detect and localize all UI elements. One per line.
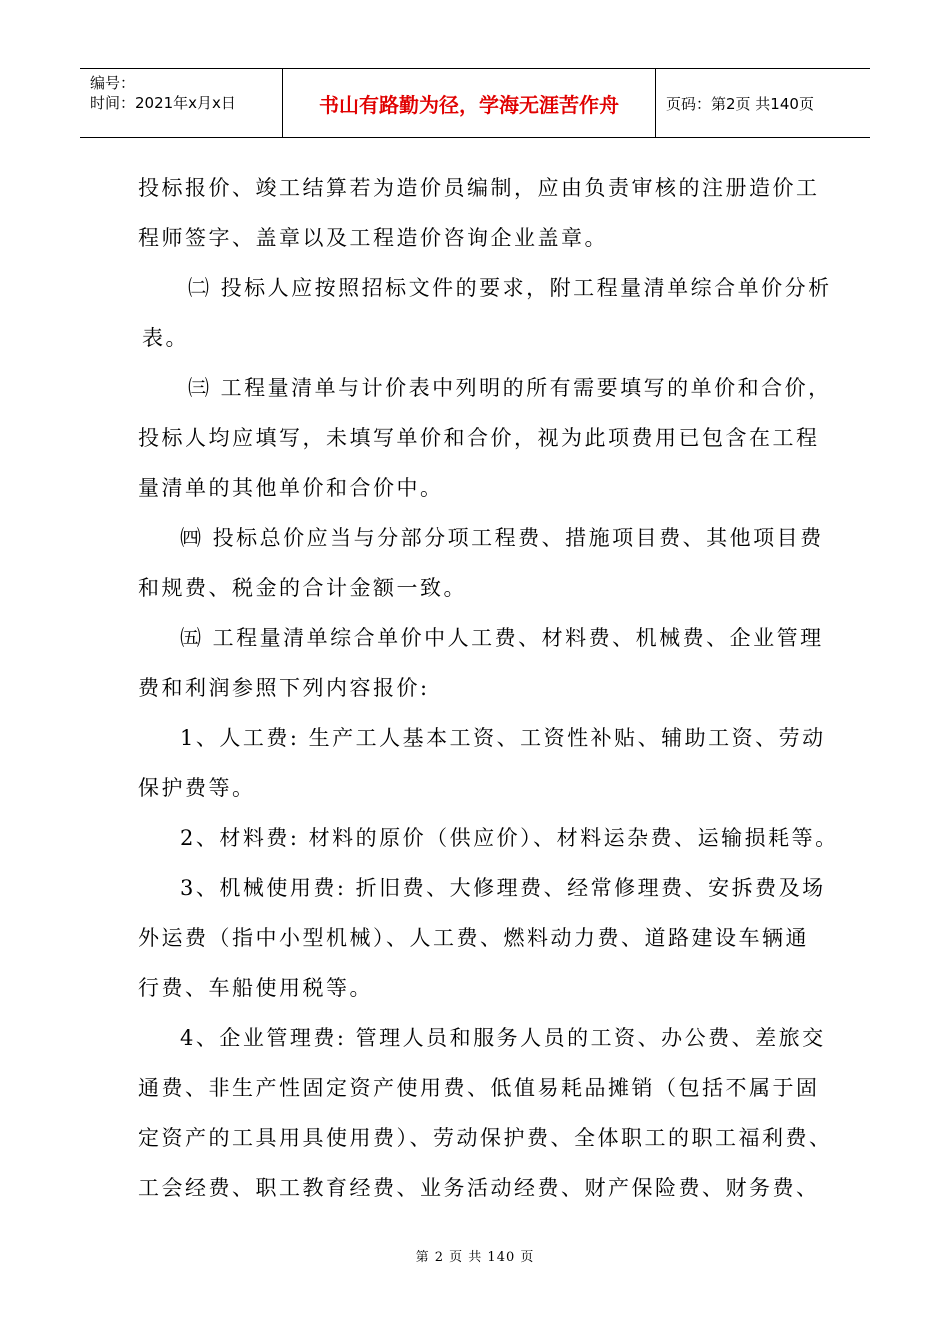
header-page-info: 页码：第2页 共140页 xyxy=(666,94,814,113)
text-line: 和规费、税金的合计金额一致。 xyxy=(138,576,467,600)
page-footer: 第 2 页 共 140 页 xyxy=(415,1250,535,1265)
text-line: 投标报价、竣工结算若为造价员编制，应由负责审核的注册造价工 xyxy=(138,176,820,200)
text-line: ㈡ 投标人应按照招标文件的要求，附工程量清单综合单价分析 xyxy=(188,276,832,300)
text-line: 保护费等。 xyxy=(138,776,256,800)
text-line: 通费、非生产性固定资产使用费、低值易耗品摊销（包括不属于固 xyxy=(138,1076,820,1100)
text-line: ㈣ 投标总价应当与分部分项工程费、措施项目费、其他项目费 xyxy=(180,526,824,550)
text-line: 3、机械使用费: 折旧费、大修理费、经常修理费、安拆费及场 xyxy=(180,876,826,900)
text-line: 2、材料费: 材料的原价（供应价）、材料运杂费、运输损耗等。 xyxy=(180,826,839,850)
text-line: 定资产的工具用具使用费）、劳动保护费、全体职工的职工福利费、 xyxy=(138,1126,833,1150)
header-meta xyxy=(80,69,282,137)
text-line: ㈢ 工程量清单与计价表中列明的所有需要填写的单价和合价， xyxy=(188,376,832,400)
text-line: ㈤ 工程量清单综合单价中人工费、材料费、机械费、企业管理 xyxy=(180,626,824,650)
page-header xyxy=(80,68,870,138)
number-label: 编号： xyxy=(90,74,136,92)
text-line: 行费、车船使用税等。 xyxy=(138,976,373,1000)
header-motto: 书山有路勤为径，学海无涯苦作舟 xyxy=(282,69,656,137)
text-line: 投标人均应填写，未填写单价和合价，视为此项费用已包含在工程 xyxy=(138,426,820,450)
text-line: 工会经费、职工教育经费、业务活动经费、财产保险费、财务费、 xyxy=(138,1176,820,1200)
text-line: 1、人工费: 生产工人基本工资、工资性补贴、辅助工资、劳动 xyxy=(180,726,826,750)
text-line: 4、企业管理费: 管理人员和服务人员的工资、办公费、差旅交 xyxy=(180,1026,826,1050)
text-line: 程师签字、盖章以及工程造价咨询企业盖章。 xyxy=(138,226,608,250)
text-line: 费和利润参照下列内容报价: xyxy=(138,676,430,700)
text-line: 量清单的其他单价和合价中。 xyxy=(138,476,444,500)
text-line: 外运费（指中小型机械）、人工费、燃料动力费、道路建设车辆通 xyxy=(138,926,809,950)
text-line: 表。 xyxy=(142,326,189,350)
time-label: 时间：2021年x月x日 xyxy=(90,94,236,112)
